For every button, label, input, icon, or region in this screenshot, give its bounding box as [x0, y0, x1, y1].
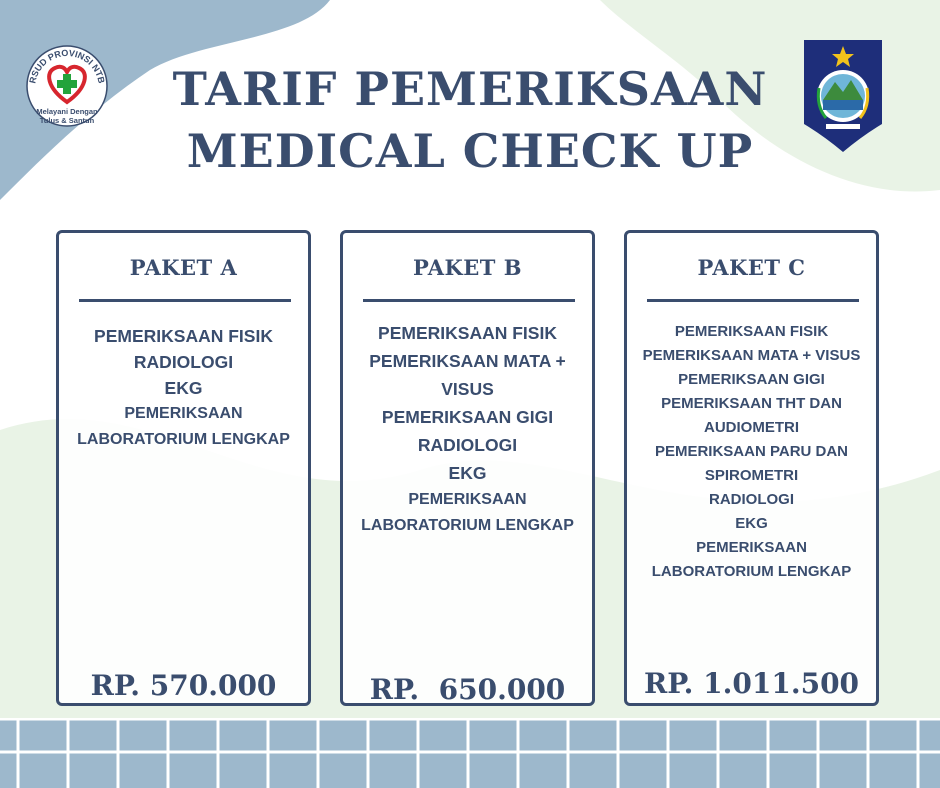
list-item: PEMERIKSAAN — [124, 405, 243, 422]
divider — [363, 299, 575, 302]
list-item: PEMERIKSAAN MATA + VISUS — [642, 347, 861, 364]
logo-bottom-text-2: Tulus & Santun — [39, 116, 95, 125]
list-item: RADIOLOGI — [417, 435, 518, 455]
list-item: EKG — [448, 463, 487, 483]
logo-top-text: RSUD PROVINSI NTB — [27, 47, 107, 85]
list-item: PEMERIKSAAN MATA + — [369, 351, 566, 371]
list-item: PEMERIKSAAN PARU DAN — [654, 443, 849, 460]
list-item: PEMERIKSAAN GIGI — [678, 371, 825, 388]
page-title-line-1: TARIF PEMERIKSAAN — [172, 62, 768, 116]
list-item: RADIOLOGI — [133, 352, 234, 372]
list-item: AUDIOMETRI — [704, 419, 799, 436]
package-price: RP. 650.000 — [369, 673, 566, 706]
package-price: RP. 1.011.500 — [643, 667, 860, 700]
package-price: RP. 570.000 — [90, 669, 277, 702]
divider — [647, 299, 859, 302]
list-item: PEMERIKSAAN FISIK — [378, 323, 557, 343]
package-title: PAKET C — [697, 255, 806, 280]
logo-bottom-text-1: Melayani Dengan — [36, 107, 98, 116]
list-item: RADIOLOGI — [709, 491, 794, 508]
bottom-tile-grid — [0, 718, 940, 788]
list-item: PEMERIKSAAN THT DAN — [661, 395, 842, 412]
package-items — [343, 319, 592, 539]
page-title-line-2: MEDICAL CHECK UP — [186, 124, 754, 178]
package-card-b — [340, 230, 595, 706]
list-item: EKG — [164, 378, 203, 398]
list-item: LABORATORIUM LENGKAP — [651, 563, 852, 580]
package-card-c — [624, 230, 879, 706]
divider — [79, 299, 291, 302]
list-item: PEMERIKSAAN — [408, 491, 527, 508]
list-item: EKG — [735, 515, 768, 532]
list-item: LABORATORIUM LENGKAP — [77, 431, 290, 448]
list-item: PEMERIKSAAN GIGI — [381, 407, 554, 427]
package-title: PAKET A — [129, 255, 238, 280]
list-item: PEMERIKSAAN FISIK — [94, 326, 273, 346]
list-item: PEMERIKSAAN FISIK — [674, 323, 829, 340]
hospital-logo — [25, 30, 109, 142]
list-item: SPIROMETRI — [704, 467, 799, 484]
package-title: PAKET B — [412, 255, 522, 280]
list-item: VISUS — [441, 379, 494, 399]
list-item: PEMERIKSAAN — [696, 539, 807, 556]
package-card-a — [56, 230, 311, 706]
package-items — [59, 323, 308, 453]
list-item: LABORATORIUM LENGKAP — [361, 517, 574, 534]
package-items — [627, 320, 876, 584]
